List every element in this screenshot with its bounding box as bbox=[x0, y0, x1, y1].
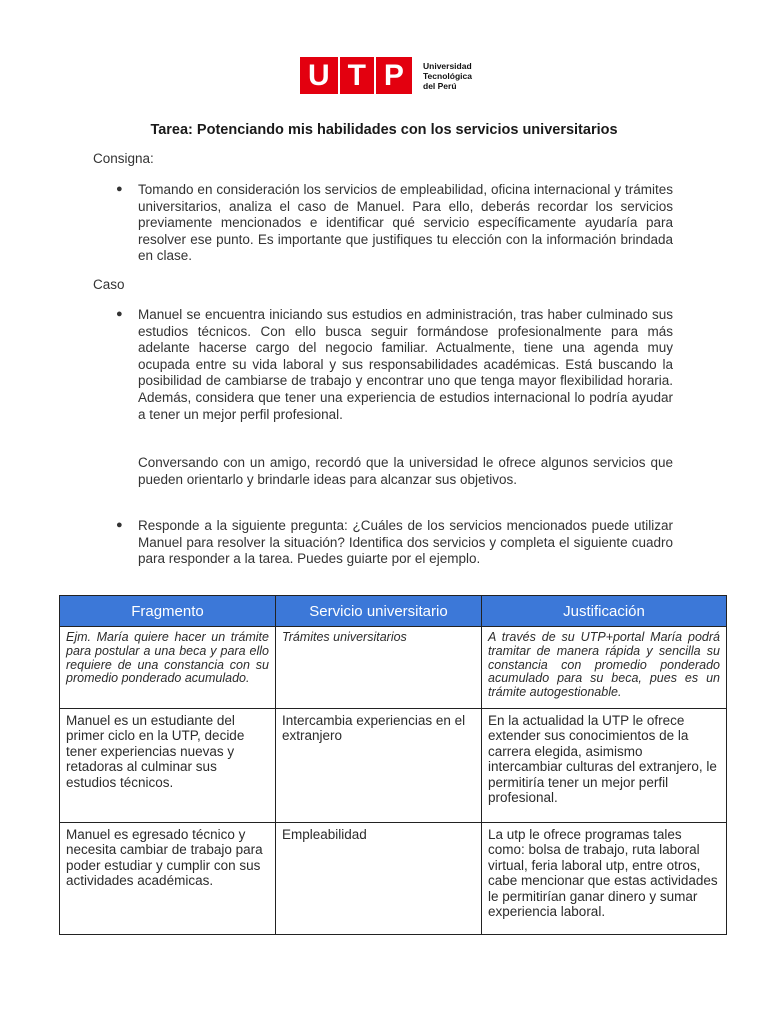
utp-logo bbox=[300, 57, 472, 94]
bullet-icon: ● bbox=[116, 519, 123, 531]
justificacion-cell: La utp le ofrece programas tales como: bolsa de trabajo, ruta laboral virtual, feria laboral utp, entre otros, cabe mencionar que estas actividades le permitirían ganar dinero y sumar experiencia laboral. bbox=[482, 823, 727, 935]
example-justificacion-cell: A través de su UTP+portal María podrá tramitar de manera rápida y sencilla su constancia con promedio ponderado acumulado para su beca, pues es un trámite autogestionable. bbox=[482, 627, 727, 709]
consigna-label: Consigna: bbox=[93, 151, 154, 166]
logo-divider bbox=[338, 57, 340, 94]
header-servicio: Servicio universitario bbox=[276, 596, 482, 627]
logo-line: Universidad bbox=[423, 60, 472, 71]
page-title: Tarea: Potenciando mis habilidades con los servicios universitarios bbox=[150, 122, 618, 138]
justificacion-cell: En la actualidad la UTP le ofrece extender sus conocimientos de la carrera elegida, asimismo intercambiar culturas del extranjero, le permitiría tener un mejor perfil profesional. bbox=[482, 709, 727, 823]
table-header-row bbox=[60, 596, 727, 627]
pregunta-paragraph: Responde a la siguiente pregunta: ¿Cuáles de los servicios mencionados puede utilizar Manuel para resolver la situación? Identifica dos servicios y completa el siguiente cuadro para responder a la tarea. Puedes guiarte por el ejemplo. bbox=[138, 518, 673, 567]
table-row bbox=[60, 709, 727, 823]
utp-logo-mark bbox=[300, 57, 412, 94]
logo-letter-t: T bbox=[347, 58, 366, 92]
utp-logo-wordmark bbox=[423, 61, 472, 91]
caso-label: Caso bbox=[93, 277, 125, 292]
logo-divider bbox=[374, 57, 376, 94]
caso-paragraph: Manuel se encuentra iniciando sus estudios en administración, tras haber culminado sus estudios técnicos. Con ello busca seguir formándose profesionalmente para más adelante hacerse cargo del negocio familiar. Actualmente, tiene una agenda muy ocupada entre su vida laboral y sus responsabilidades académicas. Está buscando la posibilidad de cambiarse de trabajo y encontrar uno que tenga mayor flexibilidad horaria. Además, considera que tener una experiencia de estudios internacional lo podría ayudar a tener un mejor perfil profesional. bbox=[138, 307, 673, 422]
example-fragmento-cell: Ejm. María quiere hacer un trámite para postular a una beca y para ello requiere de una constancia con su promedio ponderado acumulado. bbox=[60, 627, 276, 709]
table-row bbox=[60, 823, 727, 935]
example-row bbox=[60, 627, 727, 709]
bullet-icon: ● bbox=[116, 308, 123, 320]
servicio-cell: Empleabilidad bbox=[276, 823, 482, 935]
bullet-icon: ● bbox=[116, 183, 123, 195]
header-fragmento: Fragmento bbox=[60, 596, 276, 627]
example-servicio-cell: Trámites universitarios bbox=[276, 627, 482, 709]
fragmento-cell: Manuel es un estudiante del primer ciclo en la UTP, decide tener experiencias nuevas y retadoras al culminar sus estudios técnicos. bbox=[60, 709, 276, 823]
consigna-paragraph: Tomando en consideración los servicios de empleabilidad, oficina internacional y trámites universitarios, analiza el caso de Manuel. Para ello, deberás recordar los servicios previamente mencionados e identificar qué servicio específicamente ayudaría para resolver ese punto. Es importante que justifiques tu elección con la información brindada en clase. bbox=[138, 182, 673, 264]
logo-letter-u: U bbox=[307, 58, 330, 92]
fragmento-cell: Manuel es egresado técnico y necesita cambiar de trabajo para poder estudiar y cumplir con sus actividades académicas. bbox=[60, 823, 276, 935]
logo-line: del Perú bbox=[423, 80, 457, 91]
conversando-paragraph: Conversando con un amigo, recordó que la universidad le ofrece algunos servicios que pueden orientarlo y brindarle ideas para alcanzar sus objetivos. bbox=[138, 455, 673, 487]
services-table bbox=[59, 595, 727, 935]
header-justificacion: Justificación bbox=[482, 596, 727, 627]
logo-line: Tecnológica bbox=[423, 70, 472, 81]
logo-letter-p: P bbox=[383, 58, 404, 92]
servicio-cell: Intercambia experiencias en el extranjero bbox=[276, 709, 482, 823]
